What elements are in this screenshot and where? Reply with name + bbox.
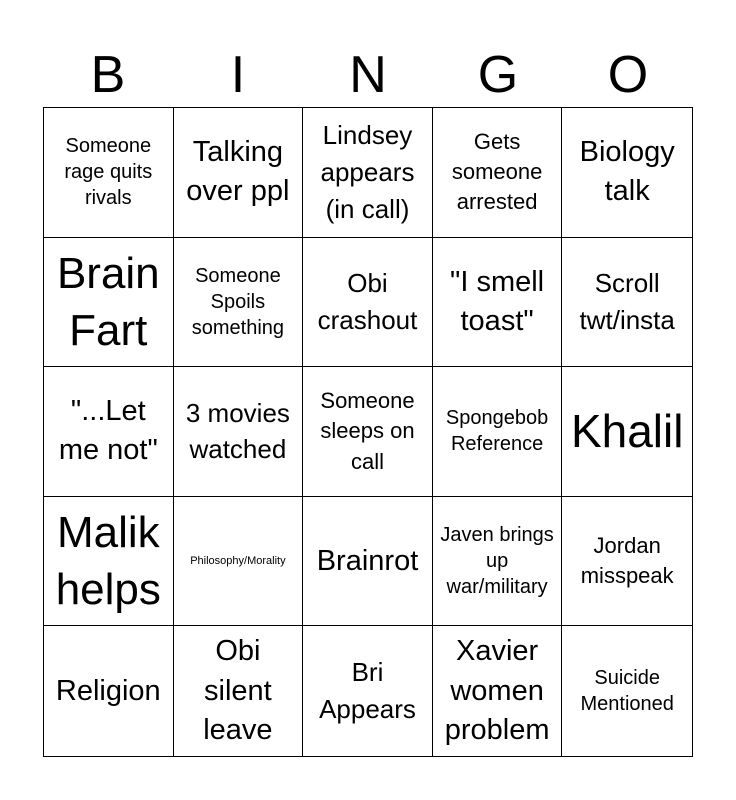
bingo-cell[interactable]: Scroll twt/insta xyxy=(562,238,692,368)
bingo-cell[interactable]: Biology talk xyxy=(562,108,692,238)
bingo-cell[interactable]: Spongebob Reference xyxy=(433,367,563,497)
header-letter-n: N xyxy=(349,46,387,104)
bingo-cell[interactable]: Brainrot xyxy=(303,497,433,627)
bingo-cell[interactable]: Khalil xyxy=(562,367,692,497)
header-letter-o: O xyxy=(607,46,649,104)
bingo-board xyxy=(43,107,693,757)
bingo-cell[interactable]: Obi silent leave xyxy=(174,626,304,756)
bingo-cell[interactable]: Malik helps xyxy=(44,497,174,627)
bingo-cell[interactable]: Religion xyxy=(44,626,174,756)
bingo-cell[interactable]: Obi crashout xyxy=(303,238,433,368)
bingo-cell[interactable]: "...Let me not" xyxy=(44,367,174,497)
bingo-cell[interactable]: Lindsey appears (in call) xyxy=(303,108,433,238)
bingo-cell[interactable]: 3 movies watched xyxy=(174,367,304,497)
bingo-header xyxy=(43,46,693,104)
header-letter-g: G xyxy=(477,46,519,104)
bingo-cell[interactable]: Bri Appears xyxy=(303,626,433,756)
header-letter-i: I xyxy=(230,46,246,104)
bingo-cell[interactable]: Brain Fart xyxy=(44,238,174,368)
bingo-cell[interactable]: Suicide Mentioned xyxy=(580,667,674,716)
bingo-cell[interactable]: Javen brings up war/military xyxy=(433,497,563,627)
bingo-cell[interactable]: Jordan misspeak xyxy=(562,497,692,627)
bingo-cell[interactable]: Someone Spoils something xyxy=(174,238,304,368)
header-letter-b: B xyxy=(90,46,126,104)
bingo-cell[interactable]: Philosophy/Morality xyxy=(174,497,304,627)
bingo-cell[interactable]: Gets someone arrested xyxy=(433,108,563,238)
bingo-cell[interactable]: "I smell toast" xyxy=(433,238,563,368)
bingo-cell[interactable]: Someone rage quits rivals xyxy=(44,108,174,238)
bingo-cell[interactable]: Talking over ppl xyxy=(174,108,304,238)
bingo-cell[interactable]: Xavier women problem xyxy=(433,626,563,756)
bingo-cell[interactable]: Someone sleeps on call xyxy=(303,367,433,497)
